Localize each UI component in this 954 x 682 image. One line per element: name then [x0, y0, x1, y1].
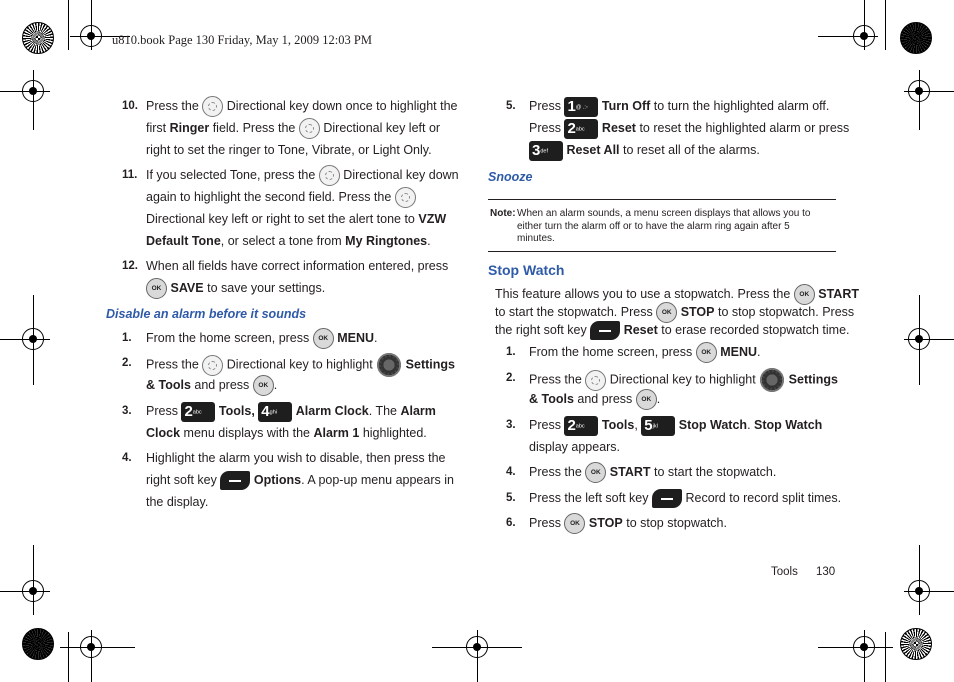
step-number: 1. — [506, 346, 516, 358]
section-heading: Stop Watch — [488, 262, 565, 278]
intro-text: to start the stopwatch. Press OK STOP to stop stopwatch. Press — [495, 301, 854, 323]
step-text: again to highlight the second field. Press the — [146, 186, 416, 208]
step-text: display appears. — [529, 440, 621, 454]
note-label: Note: — [490, 208, 516, 219]
step-text: Clock menu displays with the Alarm 1 highlighted. — [146, 426, 427, 440]
print-header: u810.book Page 130 Friday, May 1, 2009 12:03 PM — [112, 33, 372, 47]
note-text: When an alarm sounds, a menu screen displays that allows you to either turn the alarm off or to have the alarm ring again after 5 minutes. — [517, 208, 811, 244]
left-soft-key-icon — [652, 489, 682, 508]
step-text: From the home screen, press OK MENU. — [146, 327, 378, 349]
section-heading: Disable an alarm before it sounds — [106, 307, 307, 321]
step-number: 3. — [506, 419, 516, 431]
directional-key-icon — [202, 355, 223, 376]
step-number: 4. — [506, 466, 516, 478]
step-text: Press the OK START to start the stopwatch. — [529, 461, 776, 483]
step-text: Press OK STOP to stop stopwatch. — [529, 512, 727, 534]
step-number: 2. — [506, 372, 516, 384]
step-number: 11. — [122, 169, 138, 181]
color-target-icon — [22, 628, 54, 660]
right-soft-key-icon — [590, 321, 620, 340]
step-text: From the home screen, press OK MENU. — [529, 341, 761, 363]
right-column — [488, 95, 860, 540]
key-2-abc-icon: 2abc — [564, 416, 598, 436]
step-number: 12. — [122, 260, 138, 272]
ok-key-icon: OK — [564, 513, 585, 534]
intro-text: the right soft key Reset to erase recorded stopwatch time. — [495, 319, 850, 341]
key-2-abc-icon: 2abc — [181, 402, 215, 422]
ok-key-icon: OK — [253, 375, 274, 396]
step-text: Press the Directional key to highlight Settings — [146, 352, 455, 378]
step-text: the display. — [146, 495, 209, 509]
step-text: & Tools and press OK . — [146, 374, 277, 396]
key-2-abc-icon: 2abc — [564, 119, 598, 139]
ok-key-icon: OK — [656, 302, 677, 323]
step-text: Press 2abc Reset to reset the highlighted alarm or press — [529, 119, 850, 137]
directional-key-icon — [299, 118, 320, 139]
right-soft-key-icon — [220, 471, 250, 490]
step-text: right soft key Options. A pop-up menu appears in — [146, 469, 454, 491]
key-1-icon: 1@ .:◦ — [564, 97, 598, 117]
settings-gear-icon — [376, 352, 402, 378]
ok-key-icon: OK — [585, 462, 606, 483]
page-number: 130 — [816, 566, 836, 578]
step-text: first Ringer field. Press the Directional key left or — [146, 117, 440, 139]
ok-key-icon: OK — [313, 328, 334, 349]
step-text: Press 1@ .:◦ Turn Off to turn the highlighted alarm off. — [529, 97, 830, 115]
ok-key-icon: OK — [696, 342, 717, 363]
step-number: 5. — [506, 492, 516, 504]
key-5-jkl-icon: 5jkl — [641, 416, 675, 436]
directional-key-icon — [395, 187, 416, 208]
step-number: 2. — [122, 357, 132, 369]
step-text: Directional key left or right to set the alert tone to VZW — [146, 212, 447, 226]
settings-gear-icon — [759, 367, 785, 393]
step-text: Press 2abc Tools, 5jkl Stop Watch. Stop Watch — [529, 416, 823, 434]
step-text: When all fields have correct information entered, press — [146, 259, 449, 273]
ok-key-icon: OK — [146, 278, 167, 299]
step-text: Highlight the alarm you wish to disable, then press the — [146, 451, 446, 465]
step-number: 1. — [122, 332, 132, 344]
footer-section: Tools — [771, 566, 798, 578]
key-4-ghi-icon: 4ghi — [258, 402, 292, 422]
section-heading: Snooze — [488, 170, 533, 184]
step-number: 3. — [122, 405, 132, 417]
key-3-def-icon: 3def — [529, 141, 563, 161]
step-text: & Tools and press OK . — [529, 388, 660, 410]
color-target-icon — [900, 22, 932, 54]
step-number: 6. — [506, 517, 516, 529]
directional-key-icon — [319, 165, 340, 186]
intro-text: This feature allows you to use a stopwatch. Press the OK START — [495, 283, 859, 305]
step-text: right to set the ringer to Tone, Vibrate, or Light Only. — [146, 143, 432, 157]
step-text: Press 2abc Tools, 4ghi Alarm Clock. The Alarm — [146, 402, 436, 420]
step-number: 4. — [122, 452, 132, 464]
step-text: If you selected Tone, press the Directional key down — [146, 164, 459, 186]
directional-key-icon — [202, 96, 223, 117]
left-column — [106, 95, 462, 525]
step-text: Press the Directional key to highlight Settings — [529, 367, 838, 393]
ok-key-icon: OK — [636, 389, 657, 410]
step-text: 3def Reset All to reset all of the alarms. — [529, 139, 760, 161]
ok-key-icon: OK — [794, 284, 815, 305]
step-text: Press the Directional key down once to highlight the — [146, 95, 457, 117]
step-number: 5. — [506, 100, 516, 112]
step-text: OK SAVE to save your settings. — [146, 277, 325, 299]
step-number: 10. — [122, 100, 138, 112]
color-target-icon — [900, 628, 932, 660]
step-text: Default Tone, or select a tone from My Ringtones. — [146, 234, 431, 248]
step-text: Press the left soft key Record to record split times. — [529, 487, 841, 509]
color-target-icon — [22, 22, 54, 54]
